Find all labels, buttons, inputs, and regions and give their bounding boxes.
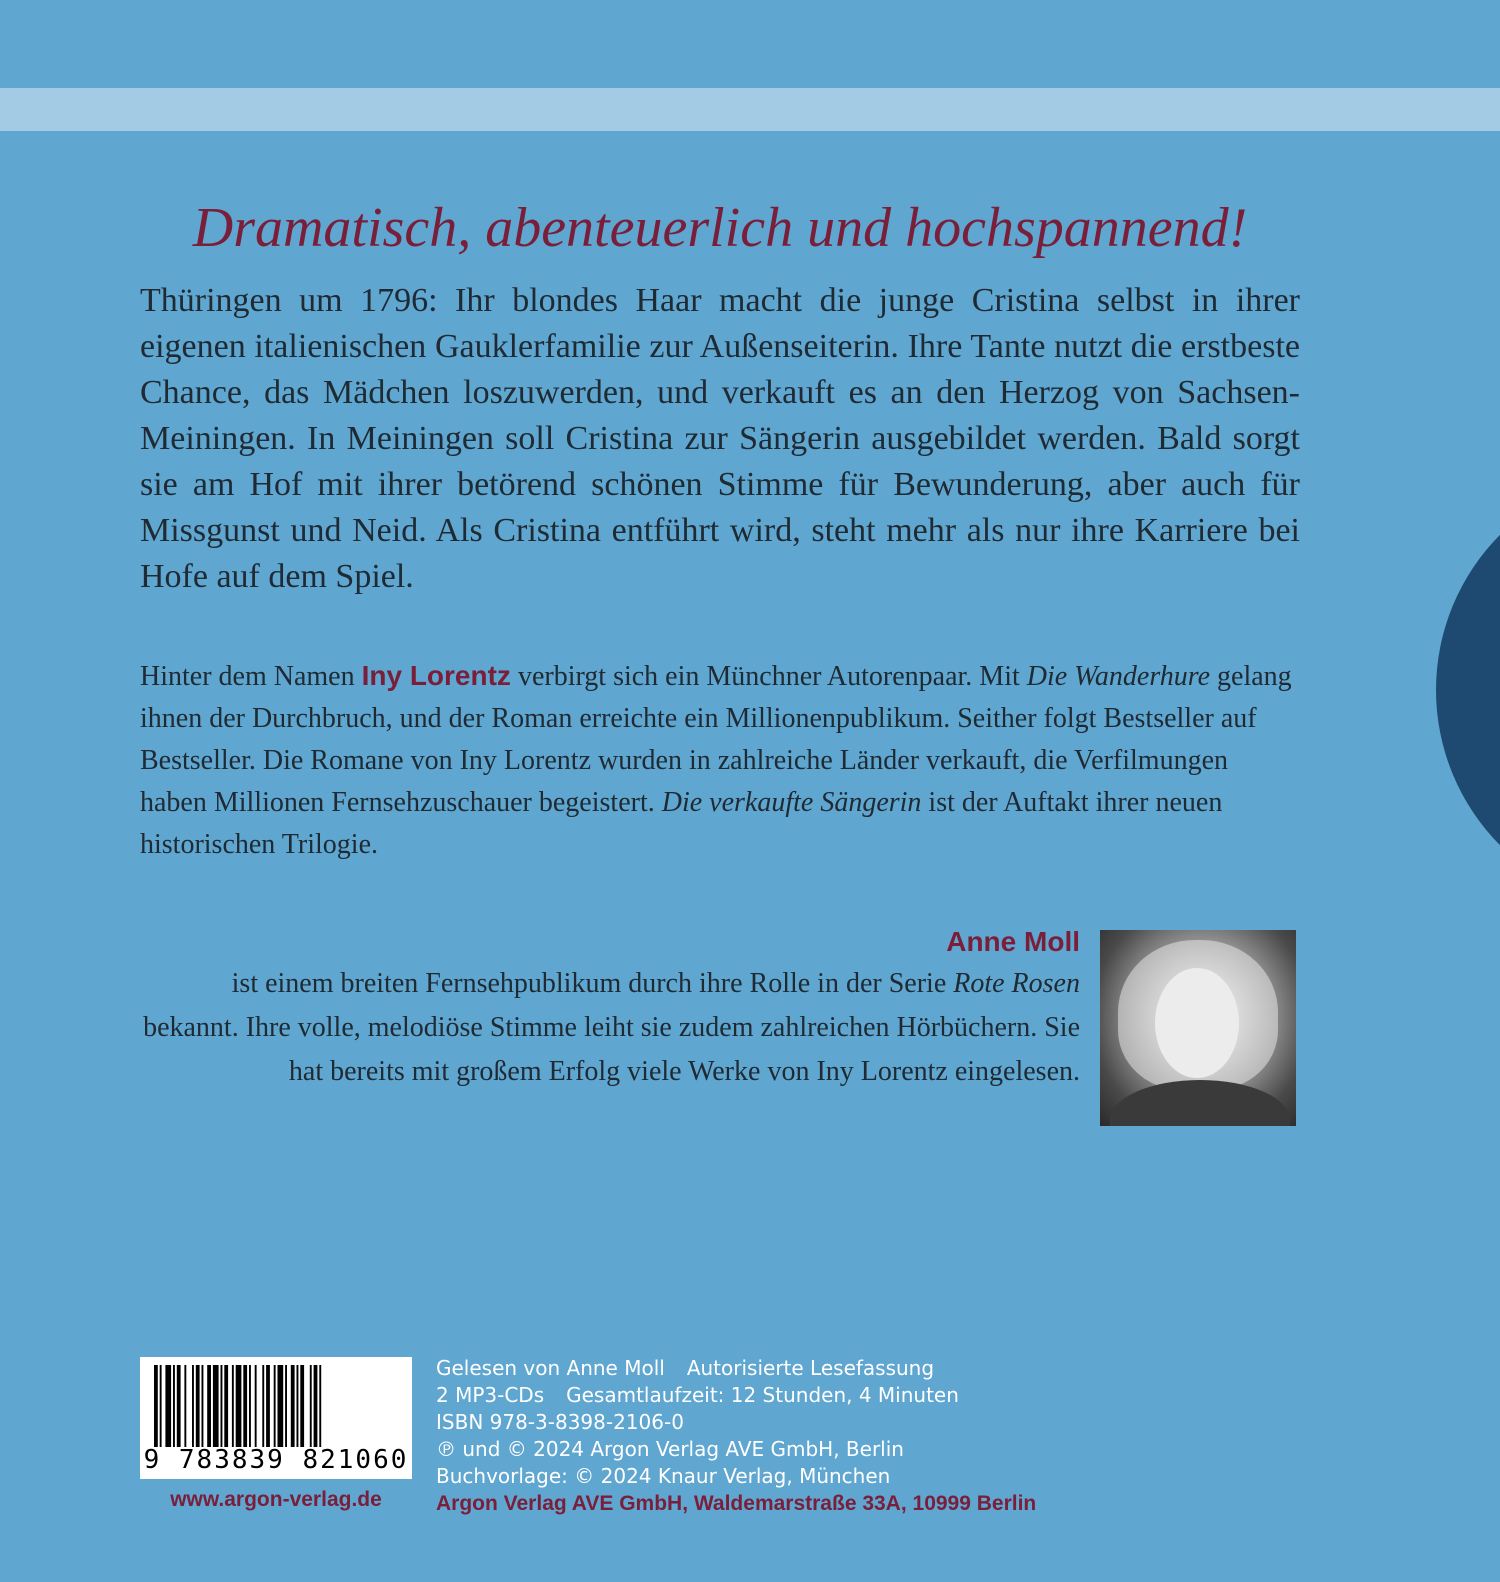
copyright: ℗ und © 2024 Argon Verlag AVE GmbH, Berlin [436,1437,904,1461]
barcode-bar [249,1365,251,1447]
tv-series-title: Rote Rosen [953,968,1080,999]
top-stripe [0,88,1500,131]
website-link[interactable]: www.argon-verlag.de [170,1488,382,1511]
barcode-bar [221,1365,223,1447]
barcode-bar [192,1365,194,1447]
barcode-bar [266,1365,270,1447]
runtime: Gesamtlaufzeit: 12 Stunden, 4 Minuten [566,1383,959,1407]
barcode-bar [154,1365,158,1447]
publisher-address: Argon Verlag AVE GmbH, Waldemarstraße 33A, 10999 Berlin [436,1492,1037,1515]
product-details [436,1355,1096,1517]
barcode-bar [224,1365,228,1447]
barcode-bars [150,1365,402,1447]
narrator-bio-text: bekannt. Ihre volle, melodiöse Stimme leiht sie zudem zahlreichen Hörbüchern. Sie hat bereits mit großem Erfolg viele Werke von Iny Lorentz eingelesen. [143,1012,1080,1087]
barcode-bar [243,1365,247,1447]
author-bio-text: verbirgt sich ein Münchner Autorenpaar. Mit [510,661,1027,692]
barcode [140,1357,412,1479]
barcode-bar [314,1365,318,1447]
barcode-bar [255,1365,257,1447]
read-by: Gelesen von Anne Moll [436,1356,665,1380]
details-row [436,1382,1096,1409]
barcode-bar [196,1365,200,1447]
barcode-bar [262,1365,264,1447]
isbn: ISBN 978-3-8398-2106-0 [436,1410,684,1434]
barcode-bar [285,1365,287,1447]
synopsis-text: Thüringen um 1796: Ihr blondes Haar macht die junge Cristina selbst in ihrer eigenen italienischen Gauklerfamilie zur Außenseiterin. Ihre Tante nutzt die erstbeste Chance, das Mädchen loszuwerden, und verkauft es an den Herzog von Sachsen-Meiningen. In Meiningen soll Cristina zur Sängerin ausgebildet werden. Bald sorgt sie am Hof mit ihrer betörend schönen Stimme für Bewunderung, aber auch für Missgunst und Neid. Als Cristina entführt wird, steht mehr als nur ihre Karriere bei Hofe auf dem Spiel. [140,282,1300,595]
cd-disc-edge [1436,470,1500,910]
photo-face [1155,968,1239,1078]
author-bio-text: Hinter dem Namen [140,661,362,692]
photo-shoulders [1110,1080,1290,1126]
barcode-bar [232,1365,234,1447]
barcode-bar [236,1365,242,1447]
barcode-bar [160,1365,162,1447]
narrator-bio-text: ist einem breiten Fernsehpublikum durch ihre Rolle in der Serie [231,968,954,999]
barcode-bar [165,1365,171,1447]
barcode-bar [274,1365,276,1447]
barcode-bar [213,1365,219,1447]
author-bio-text: ist der Auftakt ihrer neuen historischen Trilogie. [140,787,1223,860]
barcode-bar [202,1365,204,1447]
format: 2 MP3-CDs [436,1383,545,1407]
barcode-bar [173,1365,175,1447]
author-bio [140,655,1300,866]
barcode-digits: 9 783839 821060 [143,1445,409,1475]
barcode-bar [184,1365,186,1447]
barcode-bar [177,1365,181,1447]
barcode-bar [300,1365,304,1447]
author-bio-text: gelang ihnen der Durchbruch, und der Roman erreichte ein Millionenpublikum. Seither folgt Bestseller auf Bestseller. Die Romane von Iny Lorentz wurden in zahlreiche Länder verkauft, die Verfilmungen haben Millionen Fernsehzuschauer begeistert. [140,661,1292,818]
narrator-photo [1100,930,1296,1126]
barcode-bar [297,1365,299,1447]
headline: Dramatisch, abenteuerlich und hochspannend! [192,197,1248,259]
barcode-bar [207,1365,211,1447]
narrator-name: Anne Moll [946,926,1080,957]
book-title: Die Wanderhure [1026,661,1211,692]
barcode-bar [291,1365,295,1447]
book-title: Die verkaufte Sängerin [661,787,922,818]
source-credit: Buchvorlage: © 2024 Knaur Verlag, München [436,1464,891,1488]
edition: Autorisierte Lesefassung [686,1356,935,1380]
author-name: Iny Lorentz [361,660,511,691]
narrator-bio [140,962,1080,1094]
barcode-bar [278,1365,284,1447]
barcode-bar [319,1365,321,1447]
barcode-bar [310,1365,312,1447]
details-row [436,1355,1096,1382]
